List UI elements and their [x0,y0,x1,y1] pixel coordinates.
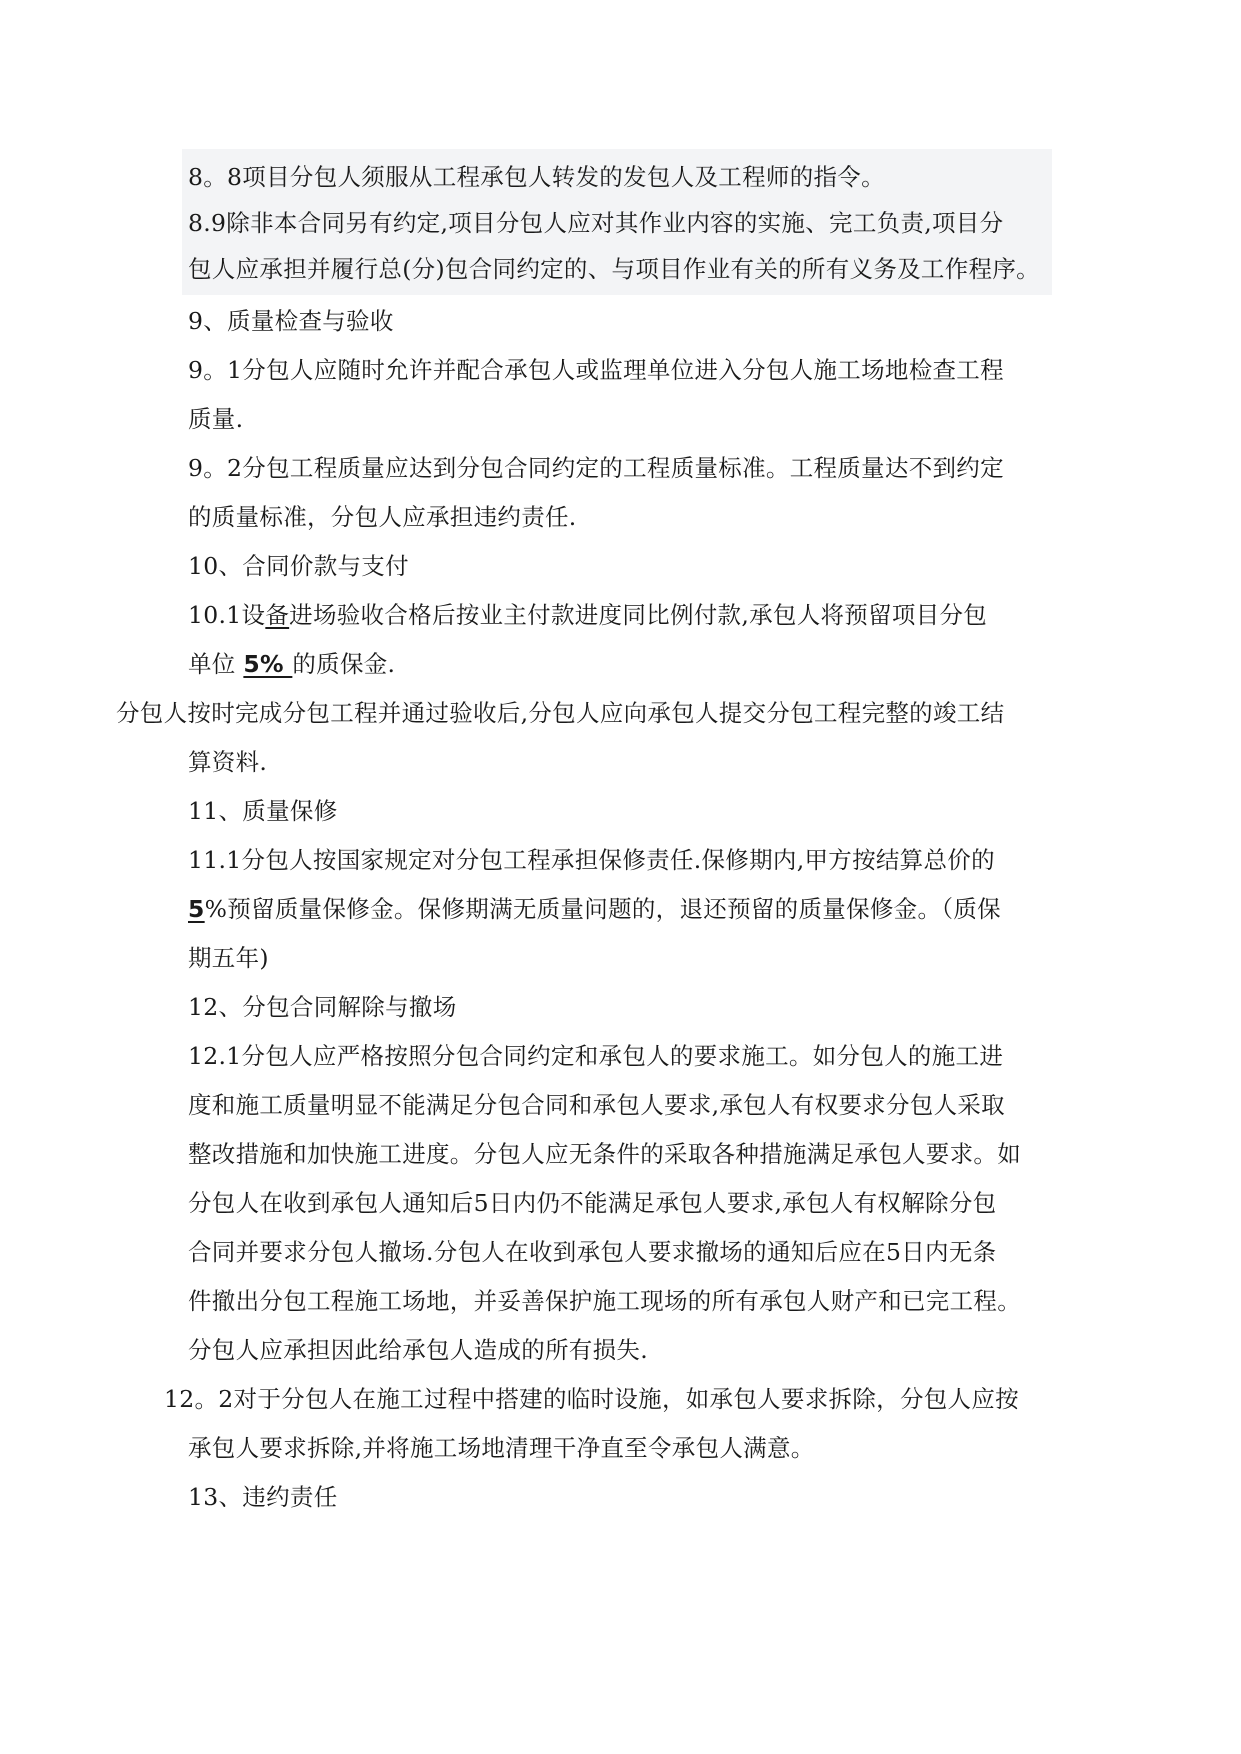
text-line [188,892,1001,926]
text-line: 9。1分包人应随时允许并配合承包人或监理单位进入分包人施工场地检查工程 [188,356,1004,384]
text-line: 12.1分包人应严格按照分包合同约定和承包人的要求施工。如分包人的施工进 [188,1042,1004,1070]
text-line: 包人应承担并履行总(分)包合同约定的、与项目作业有关的所有义务及工作程序。 [188,255,1040,283]
text-segment: 10.1设 [188,601,266,629]
text-line: 算资料. [188,748,268,776]
section-heading: 12、分包合同解除与撤场 [188,993,457,1021]
text-line: 质量. [188,405,244,433]
text-line: 12。2对于分包人在施工过程中搭建的临时设施，如承包人要求拆除，分包人应按 [164,1385,1019,1413]
text-line: 分包人在收到承包人通知后5日内仍不能满足承包人要求,承包人有权解除分包 [188,1189,997,1217]
section-heading: 11、质量保修 [188,797,338,825]
text-line: 合同并要求分包人撤场.分包人在收到承包人要求撤场的通知后应在5日内无条 [188,1238,997,1266]
text-line [188,647,395,681]
text-line: 9。2分包工程质量应达到分包合同约定的工程质量标准。工程质量达不到约定 [188,454,1004,482]
text-line: 8。8项目分包人须服从工程承包人转发的发包人及工程师的指令。 [188,163,885,191]
text-line: 11.1分包人按国家规定对分包工程承担保修责任.保修期内,甲方按结算总价的 [188,846,995,874]
section-heading: 9、质量检查与验收 [188,307,394,335]
text-line: 8.9除非本合同另有约定,项目分包人应对其作业内容的实施、完工负责,项目分 [188,209,1004,237]
text-segment: 单位 [188,650,244,678]
retention-percentage: 5% [243,650,293,678]
text-line: 期五年) [188,944,269,972]
text-line: 承包人要求拆除,并将施工场地清理干净直至令承包人满意。 [188,1434,815,1462]
text-line: 分包人按时完成分包工程并通过验收后,分包人应向承包人提交分包工程完整的竣工结 [116,699,1005,727]
warranty-percentage: 5 [188,895,205,923]
text-segment: %预留质量保修金。保修期满无质量问题的，退还预留的质量保修金。（质保 [204,895,1001,923]
section-heading: 10、合同价款与支付 [188,552,409,580]
text-line: 的质量标准，分包人应承担违约责任. [188,503,577,531]
underlined-text: 备 [265,601,290,629]
text-line [188,598,987,632]
text-line: 件撤出分包工程施工场地，并妥善保护施工现场的所有承包人财产和已完工程。 [188,1287,1021,1315]
text-segment: 进场验收合格后按业主付款进度同比例付款,承包人将预留项目分包 [289,601,988,629]
text-line: 分包人应承担因此给承包人造成的所有损失. [188,1336,648,1364]
text-line: 整改措施和加快施工进度。分包人应无条件的采取各种措施满足承包人要求。如 [188,1140,1021,1168]
section-heading: 13、违约责任 [188,1483,338,1511]
text-line: 度和施工质量明显不能满足分包合同和承包人要求,承包人有权要求分包人采取 [188,1091,1005,1119]
text-segment: 的质保金. [292,650,396,678]
